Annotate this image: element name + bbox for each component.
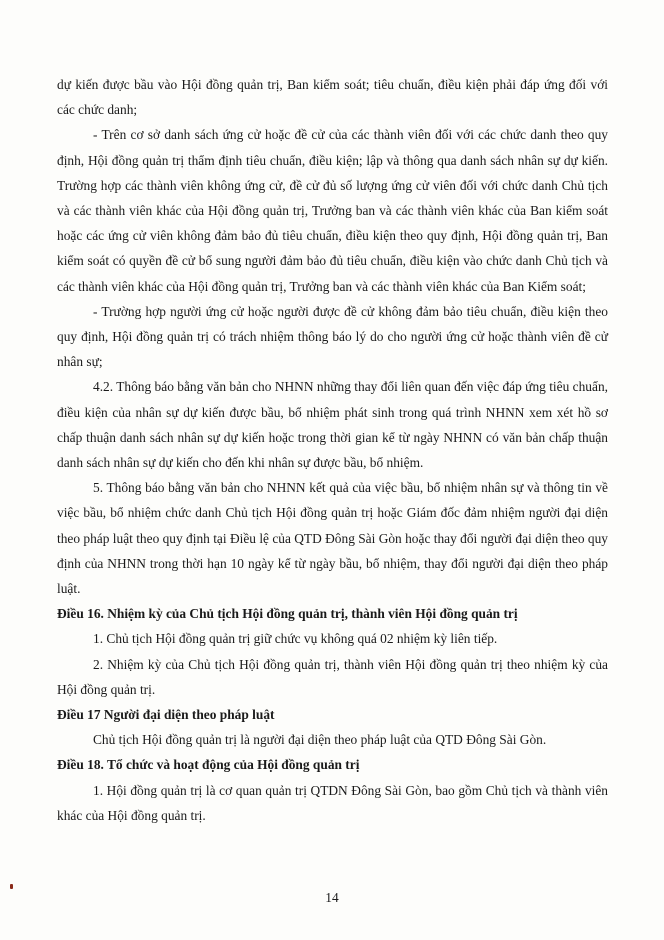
paragraph: Chủ tịch Hội đồng quản trị là người đại diện theo pháp luật của QTD Đông Sài Gòn. (93, 732, 547, 748)
page-body (57, 72, 608, 828)
scan-speck (10, 884, 13, 889)
paragraph: 1. Hội đồng quản trị là cơ quan quản trị QTDN Đông Sài Gòn, bao gồm Chủ tịch và thành viên khác của Hội đồng quản trị. (57, 782, 608, 823)
article-heading: Điều 18. Tổ chức và hoạt động của Hội đồng quản trị (57, 757, 360, 773)
paragraph: 2. Nhiệm kỳ của Chủ tịch Hội đồng quản trị, thành viên Hội đồng quản trị theo nhiệm kỳ của Hội đồng quản trị. (57, 656, 608, 697)
paragraph: - Trường hợp người ứng cử hoặc người được đề cử không đảm bảo tiêu chuẩn, điều kiện theo quy định, Hội đồng quản trị có trách nhiệm thông báo lý do cho người ứng cử hoặc thành viên đề cử nhân sự; (57, 303, 608, 370)
paragraph: 5. Thông báo bằng văn bản cho NHNN kết quả của việc bầu, bổ nhiệm nhân sự và thông tin về việc bầu, bổ nhiệm chức danh Chủ tịch Hội đồng quản trị hoặc Giám đốc đảm nhiệm người đại diện theo pháp luật theo quy định tại Điều lệ của QTD Đông Sài Gòn hoặc thay đổi người đại diện theo quy định của NHNN trong thời hạn 10 ngày kể từ ngày bầu, bổ nhiệm, thay đổi người đại diện theo pháp luật. (57, 480, 608, 597)
article-heading: Điều 17 Người đại diện theo pháp luật (57, 707, 275, 723)
paragraph: - Trên cơ sở danh sách ứng cử hoặc đề cử của các thành viên đối với các chức danh theo quy định, Hội đồng quản trị thẩm định tiêu chuẩn, điều kiện; lập và thông qua danh sách nhân sự dự kiến. Trường hợp các thành viên không ứng cử, đề cử đủ số lượng ứng cử viên đối với chức danh Chủ tịch và các thành viên khác của Hội đồng quản trị, Trưởng ban và các thành viên khác của Ban kiểm soát hoặc các ứng cử viên không đảm bảo đủ tiêu chuẩn, điều kiện theo quy định, Hội đồng quản trị, Ban kiểm soát có quyền đề cử bổ sung người đảm bảo đủ tiêu chuẩn, điều kiện vào chức danh Chủ tịch và các thành viên khác của Hội đồng quản trị, Trưởng ban và các thành viên khác của Ban Kiểm soát; (57, 127, 608, 294)
page-number: 14 (325, 890, 339, 905)
article-heading: Điều 16. Nhiệm kỳ của Chủ tịch Hội đồng quản trị, thành viên Hội đồng quản trị (57, 606, 518, 622)
paragraph: dự kiến được bầu vào Hội đồng quản trị, Ban kiểm soát; tiêu chuẩn, điều kiện phải đáp ứng đối với các chức danh; (57, 77, 608, 118)
paragraph: 1. Chủ tịch Hội đồng quản trị giữ chức vụ không quá 02 nhiệm kỳ liên tiếp. (93, 631, 498, 647)
paragraph: 4.2. Thông báo bằng văn bản cho NHNN những thay đổi liên quan đến việc đáp ứng tiêu chuẩn, điều kiện của nhân sự dự kiến được bầu, bổ nhiệm phát sinh trong quá trình NHNN xem xét hồ sơ chấp thuận danh sách nhân sự dự kiến hoặc trong thời gian kể từ ngày NHNN có văn bản chấp thuận danh sách nhân sự dự kiến cho đến khi nhân sự được bầu, bổ nhiệm. (57, 379, 608, 471)
